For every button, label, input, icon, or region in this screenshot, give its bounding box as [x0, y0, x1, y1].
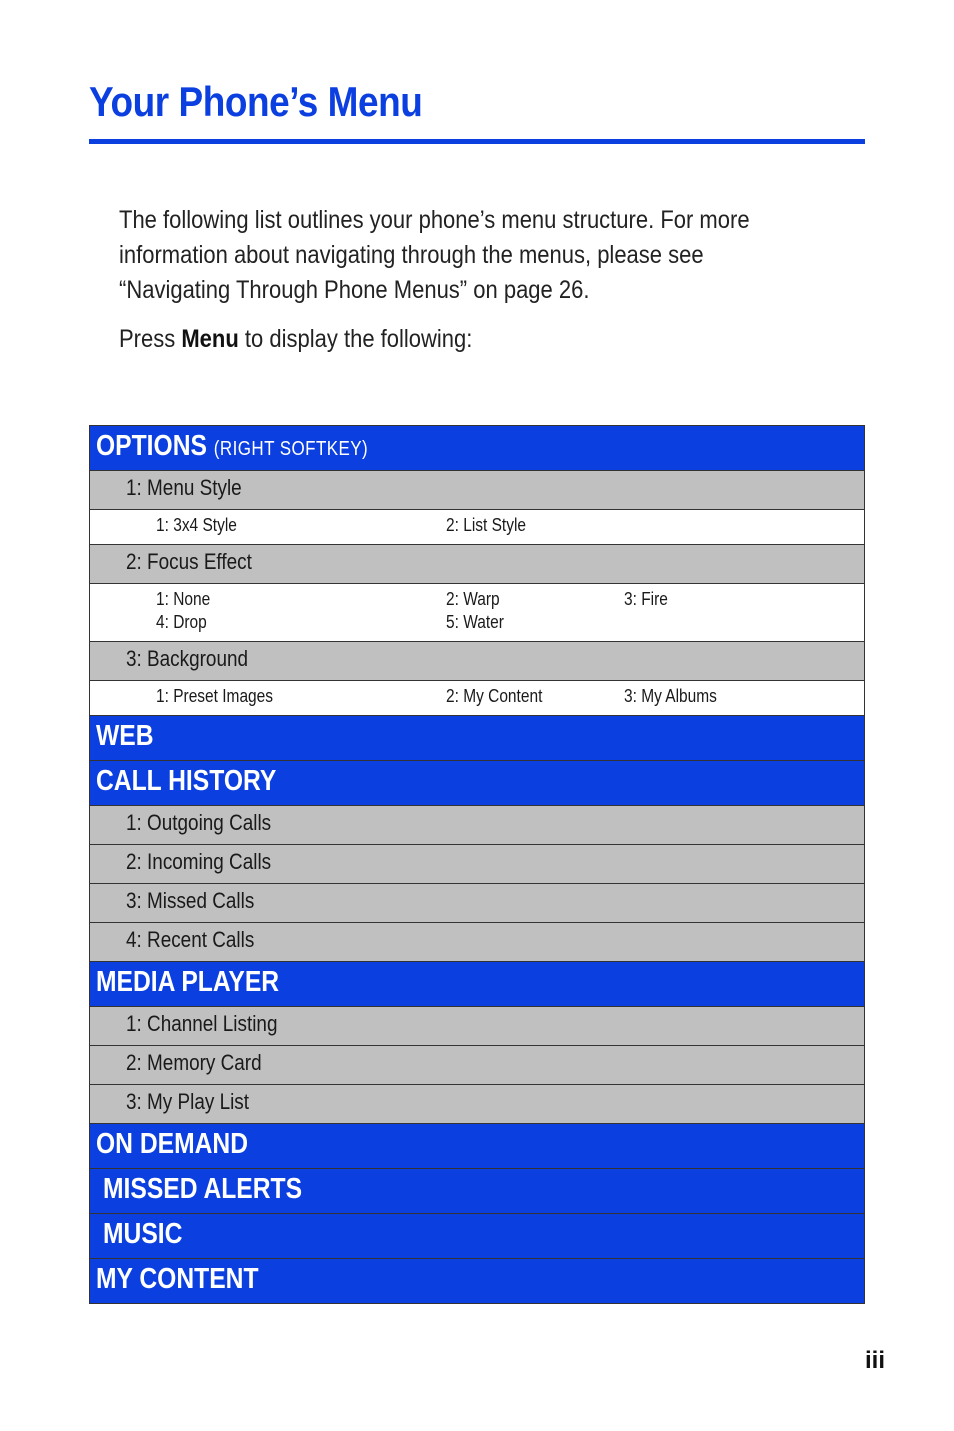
header-label: MY CONTENT	[96, 1263, 259, 1295]
submenu-focus-effect	[90, 544, 864, 583]
submenu-missed-calls	[90, 883, 864, 922]
option-item: 1: Preset Images	[156, 686, 274, 706]
menu-header-on-demand	[90, 1123, 864, 1168]
menu-header-options	[90, 425, 864, 470]
menu-table	[89, 425, 865, 1304]
option-item: 3: Fire	[624, 589, 668, 609]
intro-paragraph	[119, 203, 788, 308]
submenu-label: 1: Outgoing Calls	[126, 810, 272, 835]
submenu-background	[90, 641, 864, 680]
submenu-menu-style	[90, 470, 864, 509]
option-item: 5: Water	[446, 612, 504, 632]
submenu-label: 3: Background	[126, 646, 249, 671]
menu-header-missed-alerts	[90, 1168, 864, 1213]
menu-header-music	[90, 1213, 864, 1258]
menu-header-media-player	[90, 961, 864, 1006]
submenu-label: 1: Channel Listing	[126, 1011, 278, 1036]
press-prefix: Press	[119, 325, 182, 353]
header-label: MISSED ALERTS	[103, 1173, 303, 1205]
submenu-label: 2: Incoming Calls	[126, 849, 272, 874]
options-list-focus-effect	[90, 583, 864, 641]
submenu-channel-listing	[90, 1006, 864, 1045]
submenu-incoming-calls	[90, 844, 864, 883]
options-list-background	[90, 680, 864, 715]
header-label: ON DEMAND	[96, 1128, 249, 1160]
submenu-outgoing-calls	[90, 805, 864, 844]
option-item: 2: My Content	[446, 686, 543, 706]
page-number: iii	[865, 1347, 886, 1374]
press-suffix: to display the following:	[238, 325, 473, 353]
options-label: OPTIONS	[96, 430, 207, 462]
option-item: 2: List Style	[446, 515, 527, 535]
option-item: 1: None	[156, 589, 211, 609]
options-list-menu-style	[90, 509, 864, 544]
submenu-my-play-list	[90, 1084, 864, 1123]
submenu-label: 3: My Play List	[126, 1089, 250, 1114]
submenu-memory-card	[90, 1045, 864, 1084]
menu-header-call-history	[90, 760, 864, 805]
menu-header-web	[90, 715, 864, 760]
option-item: 2: Warp	[446, 589, 500, 609]
page-title: Your Phone’s Menu	[89, 78, 423, 125]
header-label: MUSIC	[103, 1218, 183, 1250]
submenu-label: 1: Menu Style	[126, 475, 242, 500]
submenu-label: 2: Focus Effect	[126, 549, 252, 574]
title-rule	[89, 139, 865, 144]
header-label: WEB	[96, 720, 154, 752]
intro-text: The following list outlines your phone’s menu structure. For more information about navigating through the menus, please see “Navigating Through Phone Menus” on page 26.	[119, 206, 750, 304]
header-label: CALL HISTORY	[96, 765, 277, 797]
submenu-label: 3: Missed Calls	[126, 888, 255, 913]
option-item: 4: Drop	[156, 612, 207, 632]
options-note: (RIGHT SOFTKEY)	[213, 438, 369, 460]
submenu-label: 2: Memory Card	[126, 1050, 262, 1075]
submenu-recent-calls	[90, 922, 864, 961]
submenu-label: 4: Recent Calls	[126, 927, 255, 952]
option-item: 1: 3x4 Style	[156, 515, 237, 535]
header-label	[96, 430, 368, 463]
menu-key-label: Menu	[181, 325, 239, 353]
option-item: 3: My Albums	[624, 686, 717, 706]
menu-header-my-content	[90, 1258, 864, 1303]
header-label: MEDIA PLAYER	[96, 966, 280, 998]
press-menu-instruction	[119, 322, 788, 357]
